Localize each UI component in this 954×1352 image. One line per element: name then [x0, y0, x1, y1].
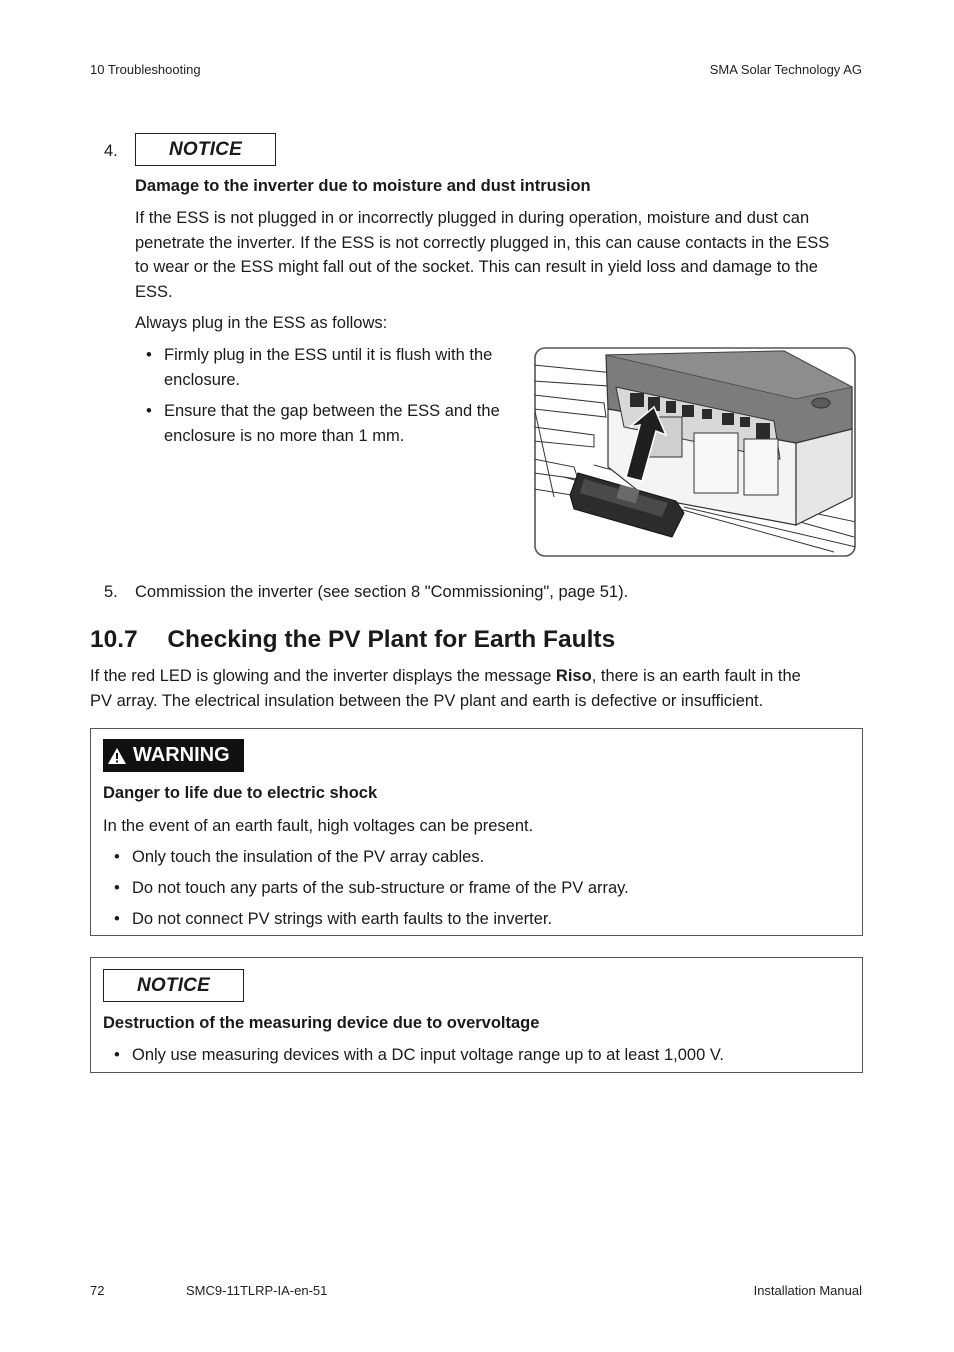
paragraph-line: If the ESS is not plugged in or incorrectly plugged in during operation, moisture and dust can	[135, 209, 810, 227]
list-item-text: Do not connect PV strings with earth faults to the inverter.	[132, 910, 553, 928]
bullet-dot-icon: •	[114, 848, 120, 866]
riso-message: Riso	[555, 667, 592, 685]
warning-label	[103, 739, 244, 772]
list-item-line: Firmly plug in the ESS until it is flush with the	[164, 346, 493, 364]
step-number-4: 4.	[104, 142, 118, 160]
notice-paragraph	[135, 206, 829, 304]
list-item	[146, 343, 526, 393]
notice-label: NOTICE	[103, 969, 244, 1002]
section-heading	[90, 626, 615, 654]
warning-text: In the event of an earth fault, high voltages can be present.	[103, 817, 534, 835]
step-number-5: 5.	[104, 583, 118, 601]
list-item	[114, 876, 814, 901]
paragraph-line: ESS.	[135, 282, 173, 301]
page-number: 72	[90, 1283, 105, 1298]
list-item-text: Only use measuring devices with a DC input voltage range up to at least 1,000 V.	[132, 1046, 724, 1064]
bullet-dot-icon: •	[114, 910, 120, 928]
list-item-line: Ensure that the gap between the ESS and the	[164, 402, 500, 420]
paragraph-line: penetrate the inverter. If the ESS is not correctly plugged in, this can cause contacts in the ESS	[135, 233, 830, 252]
intro-text: , there is an earth fault in the	[591, 667, 801, 685]
notice-label: NOTICE	[135, 133, 276, 166]
bullet-dot-icon: •	[146, 402, 152, 420]
warning-triangle-icon	[107, 747, 127, 765]
list-item-line: enclosure is no more than 1 mm.	[164, 427, 405, 445]
running-header-company: SMA Solar Technology AG	[709, 62, 862, 77]
warning-title: Danger to life due to electric shock	[103, 784, 378, 802]
bullet-dot-icon: •	[114, 1046, 120, 1064]
ess-illustration	[534, 347, 856, 557]
list-item	[114, 845, 814, 870]
list-item-text: Do not touch any parts of the sub-structure or frame of the PV array.	[132, 879, 629, 897]
intro-text: If the red LED is glowing and the inverter displays the message	[90, 667, 556, 685]
document-id: SMC9-11TLRP-IA-en-51	[186, 1283, 328, 1298]
document-type: Installation Manual	[753, 1283, 862, 1298]
list-item-text: Only touch the insulation of the PV array cables.	[132, 848, 485, 866]
list-item	[114, 1043, 854, 1068]
section-intro-line	[90, 664, 801, 689]
list-item	[114, 907, 814, 932]
section-number: 10.7	[90, 626, 138, 653]
notice-title: Damage to the inverter due to moisture and dust intrusion	[135, 177, 591, 195]
step-5-text: Commission the inverter (see section 8 "Commissioning", page 51).	[135, 583, 629, 601]
section-title: Checking the PV Plant for Earth Faults	[167, 626, 616, 653]
warning-label-text: WARNING	[133, 744, 230, 766]
bullet-dot-icon: •	[146, 346, 152, 364]
running-header-chapter: 10 Troubleshooting	[90, 62, 201, 77]
ess-plug-drawing	[534, 347, 856, 557]
list-item	[146, 399, 526, 449]
paragraph-line: to wear or the ESS might fall out of the socket. This can result in yield loss and damage to the	[135, 258, 818, 276]
notice-title: Destruction of the measuring device due to overvoltage	[103, 1014, 540, 1032]
list-item-line: enclosure.	[164, 371, 241, 389]
section-intro	[90, 664, 801, 713]
instruction-intro: Always plug in the ESS as follows:	[135, 314, 388, 332]
section-intro-line: PV array. The electrical insulation between the PV plant and earth is defective or insufficient.	[90, 691, 764, 710]
bullet-dot-icon: •	[114, 879, 120, 897]
